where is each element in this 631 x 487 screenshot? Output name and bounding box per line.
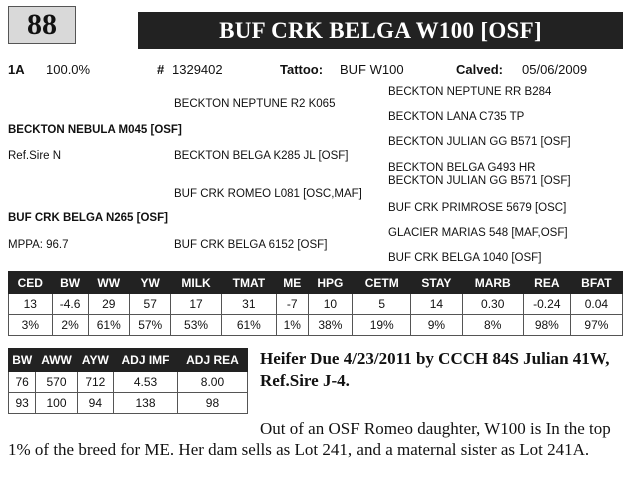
epd-value: 13 — [9, 294, 53, 315]
percent-value: 100.0% — [46, 62, 91, 77]
pedigree-ssd: BECKTON LANA C735 TP — [388, 111, 525, 123]
epd-header: CED — [9, 272, 53, 294]
index-header: ADJ REA — [177, 349, 247, 372]
pedigree-sire-sire: BECKTON NEPTUNE R2 K065 — [174, 98, 336, 110]
epd-header: BW — [52, 272, 88, 294]
epd-value: 5 — [353, 294, 411, 315]
index-ratio-row — [9, 393, 248, 414]
epd-value: 0.04 — [570, 294, 622, 315]
pedigree-dam-dam: BUF CRK BELGA 6152 [OSF] — [174, 239, 328, 251]
pedigree-dss: BECKTON JULIAN GG B571 [OSF] — [388, 175, 571, 187]
calved-date: 05/06/2009 — [522, 62, 588, 77]
epd-value: 0.30 — [462, 294, 523, 315]
epd-header-row — [9, 272, 623, 294]
lot-number: 88 — [8, 6, 76, 44]
index-header: BW — [9, 349, 36, 372]
index-value: 4.53 — [114, 372, 178, 393]
epd-percentile: 98% — [523, 315, 570, 336]
index-value: 8.00 — [177, 372, 247, 393]
epd-value: 14 — [411, 294, 462, 315]
tattoo-label: Tattoo: — [280, 62, 324, 77]
tattoo-value: BUF W100 — [340, 62, 404, 77]
heifer-note: Heifer Due 4/23/2011 by CCCH 84S Julian 41W, Ref.Sire J-4. — [260, 349, 610, 390]
index-value: 570 — [36, 372, 77, 393]
index-ratio: 100 — [36, 393, 77, 414]
epd-header: HPG — [308, 272, 353, 294]
epd-header: CETM — [353, 272, 411, 294]
index-header: AYW — [77, 349, 113, 372]
pedigree-sss: BECKTON NEPTUNE RR B284 — [388, 86, 552, 98]
pedigree-dsd: BUF CRK PRIMROSE 5679 [OSC] — [388, 202, 567, 214]
epd-percentile: 2% — [52, 315, 88, 336]
pedigree-dam-sire: BUF CRK ROMEO L081 [OSC,MAF] — [174, 188, 362, 200]
epd-value: 29 — [88, 294, 129, 315]
epd-value: 10 — [308, 294, 353, 315]
epd-header: ME — [277, 272, 308, 294]
epd-value: 31 — [221, 294, 276, 315]
index-header-row — [9, 349, 248, 372]
epd-percentile: 38% — [308, 315, 353, 336]
epd-value-row — [9, 294, 623, 315]
epd-table — [8, 271, 623, 336]
index-ratio: 98 — [177, 393, 247, 414]
index-value: 712 — [77, 372, 113, 393]
epd-value: 57 — [129, 294, 170, 315]
dam-note: MPPA: 96.7 — [8, 239, 69, 251]
lot-comment: Out of an OSF Romeo daughter, W100 is In the top 1% of the breed for ME. Her dam sells as Lot 241, and a maternal sister as Lot 241A. — [8, 419, 611, 459]
calved-label: Calved: — [456, 62, 503, 77]
epd-percentile: 97% — [570, 315, 622, 336]
class-code: 1A — [8, 62, 25, 77]
index-table — [8, 348, 248, 414]
epd-value: -7 — [277, 294, 308, 315]
animal-name-banner: BUF CRK BELGA W100 [OSF] — [138, 12, 623, 49]
epd-percentile-row — [9, 315, 623, 336]
index-header: AWW — [36, 349, 77, 372]
index-ratio: 94 — [77, 393, 113, 414]
pedigree-dds: GLACIER MARIAS 548 [MAF,OSF] — [388, 227, 568, 239]
pedigree-dam: BUF CRK BELGA N265 [OSF] — [8, 212, 168, 224]
epd-percentile: 19% — [353, 315, 411, 336]
epd-percentile: 8% — [462, 315, 523, 336]
index-ratio: 93 — [9, 393, 36, 414]
epd-header: MILK — [171, 272, 221, 294]
index-header: ADJ IMF — [114, 349, 178, 372]
epd-header: BFAT — [570, 272, 622, 294]
index-ratio: 138 — [114, 393, 178, 414]
epd-header: YW — [129, 272, 170, 294]
epd-percentile: 9% — [411, 315, 462, 336]
epd-percentile: 3% — [9, 315, 53, 336]
epd-header: REA — [523, 272, 570, 294]
sire-note: Ref.Sire N — [8, 150, 62, 162]
epd-value: 17 — [171, 294, 221, 315]
pedigree-sire-dam: BECKTON BELGA K285 JL [OSF] — [174, 150, 349, 162]
pedigree-sds: BECKTON JULIAN GG B571 [OSF] — [388, 136, 571, 148]
pedigree-sire: BECKTON NEBULA M045 [OSF] — [8, 124, 182, 136]
epd-header: MARB — [462, 272, 523, 294]
reg-label: # — [157, 62, 165, 77]
pedigree-sdd: BECKTON BELGA G493 HR — [388, 162, 536, 174]
epd-percentile: 57% — [129, 315, 170, 336]
epd-percentile: 53% — [171, 315, 221, 336]
epd-header: WW — [88, 272, 129, 294]
epd-header: TMAT — [221, 272, 276, 294]
epd-percentile: 61% — [88, 315, 129, 336]
pedigree-ddd: BUF CRK BELGA 1040 [OSF] — [388, 252, 542, 264]
epd-value: -4.6 — [52, 294, 88, 315]
epd-percentile: 1% — [277, 315, 308, 336]
index-value-row — [9, 372, 248, 393]
epd-header: STAY — [411, 272, 462, 294]
index-value: 76 — [9, 372, 36, 393]
epd-percentile: 61% — [221, 315, 276, 336]
reg-number: 1329402 — [172, 62, 223, 77]
epd-value: -0.24 — [523, 294, 570, 315]
